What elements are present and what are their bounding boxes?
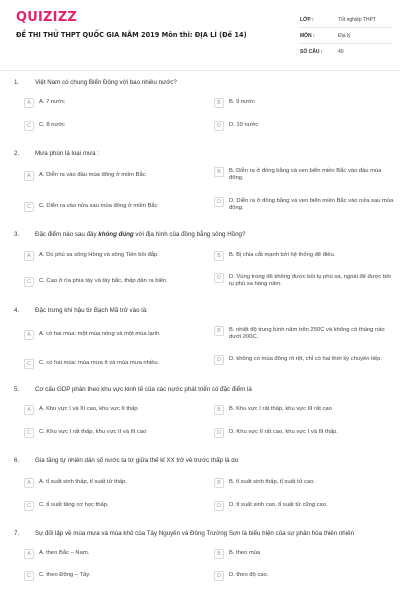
option-d[interactable] (214, 501, 394, 511)
option-text: D. 10 nước (229, 122, 259, 128)
option-text: A. Do phù sa sông Hồng và sông Tiền bồi đắp. (39, 252, 159, 258)
meta-label: LỚP : (300, 16, 314, 23)
option-letter-box: B (214, 405, 224, 415)
option-text: C. Khu vực I rất thấp, khu vực II và III cao (39, 429, 147, 435)
option-d[interactable] (214, 121, 394, 131)
option-d[interactable] (214, 428, 394, 438)
option-c[interactable] (24, 501, 210, 511)
question-text: Gia tăng tự nhiên dân số nước ta từ giữa thế kỉ XX trở về trước thấp là do (35, 457, 239, 464)
option-text: B. Khu vực I rất thấp, khu vực III rất cao (229, 406, 332, 412)
option-letter-box: B (214, 98, 224, 108)
option-b[interactable] (214, 478, 394, 488)
option-letter-box: D (214, 197, 224, 207)
exam-meta-table (300, 12, 392, 60)
meta-value: 40 (338, 49, 344, 55)
question-text: Mưa phùn là loại mưa : (35, 150, 100, 157)
option-text: D. Diễn ra ở đồng bằng và ven biển miền Bắc vào nửa sau mùa đông. (229, 198, 394, 212)
question-text: Cơ cấu GDP phân theo khu vực kinh tế của các nước phát triển có đặc điểm là (35, 386, 252, 393)
option-text: D. tỉ suất sinh cao, tỉ suất tử cũng cao. (229, 502, 328, 508)
option-letter-box: C (24, 277, 34, 287)
option-a[interactable] (24, 98, 210, 108)
question-number: 1. (14, 79, 20, 86)
question-text: Đặc trưng khí hậu từ Bạch Mã trở vào là: (35, 307, 148, 314)
option-text: A. tỉ suất sinh thấp, tỉ suất tử thấp. (39, 479, 127, 485)
option-text: C. 8 nước (39, 122, 66, 128)
option-text: C. theo Đông – Tây. (39, 572, 91, 578)
option-b[interactable] (214, 549, 394, 559)
option-a[interactable] (24, 405, 210, 415)
option-c[interactable] (24, 359, 210, 369)
option-d[interactable] (214, 355, 394, 365)
option-text: C. Diễn ra vào nửa sau mùa đông ở miền Bắc (39, 203, 158, 209)
worksheet-header (0, 0, 400, 62)
option-letter-box: C (24, 501, 34, 511)
option-letter-box: C (24, 359, 34, 369)
option-letter-box: A (24, 549, 34, 559)
option-letter-box: D (214, 355, 224, 365)
option-text: D. không có mùa đông rõ rệt, chỉ có hai thời kỳ chuyển tiếp. (229, 356, 382, 362)
option-text: C. có hai mùa: mùa mưa ít và mùa mưa nhiều. (39, 360, 160, 366)
option-a[interactable] (24, 330, 210, 340)
meta-row-subject (300, 28, 392, 44)
header-divider (0, 70, 400, 71)
option-text: A. theo Bắc – Nam. (39, 550, 90, 556)
option-c[interactable] (24, 571, 210, 581)
option-a[interactable] (24, 549, 210, 559)
option-text: B. Diễn ra ở đồng bằng và ven biển miền Bắc vào đầu mùa đông. (229, 168, 382, 182)
option-letter-box: A (24, 251, 34, 261)
option-b[interactable] (214, 326, 394, 341)
meta-value: Tốt nghiệp THPT (338, 16, 376, 23)
option-text: C. Cao ở rìa phía tây và tây bắc, thấp dần ra biển. (39, 278, 168, 284)
option-letter-box: B (214, 326, 224, 336)
option-letter-box: D (214, 121, 224, 131)
option-letter-box: D (214, 273, 224, 283)
option-text: D. theo độ cao. (229, 572, 269, 578)
question-number: 3. (14, 231, 20, 238)
question-emphasis: không đúng (98, 231, 134, 238)
option-letter-box: A (24, 405, 34, 415)
option-text: A. Diễn ra vào đầu mùa đông ở miền Bắc (39, 172, 146, 178)
option-c[interactable] (24, 428, 210, 438)
option-text: B. tỉ suất sinh thấp, tỉ suất tử cao. (229, 479, 316, 485)
option-text: A. 7 nước (39, 99, 65, 105)
option-text: B. Bị chia cắt mạnh bởi hệ thống đê điều. (229, 252, 336, 258)
option-b[interactable] (214, 251, 394, 261)
option-text: B. theo mùa (229, 550, 261, 556)
question-text-part: với địa hình của đồng bằng sông Hồng? (133, 231, 246, 238)
meta-label: SỐ CÂU : (300, 49, 323, 55)
option-letter-box: A (24, 98, 34, 108)
option-text: D. Vùng trong đê không được bồi tụ phù sa, ngoài đê được bồi tụ phù sa hàng năm. (229, 274, 391, 288)
option-c[interactable] (24, 277, 210, 287)
option-text: C. tỉ suất tăng cơ học thấp. (39, 502, 109, 508)
option-letter-box: C (24, 428, 34, 438)
option-letter-box: C (24, 571, 34, 581)
option-text: A. có hai mùa: một mùa nóng và một mùa lạnh. (39, 331, 161, 337)
option-d[interactable] (214, 571, 394, 581)
option-letter-box: B (214, 478, 224, 488)
question-text: Việt Nam có chung Biển Đông với bao nhiêu nước? (35, 79, 177, 86)
question-text: Sự đối lập về mùa mưa và mùa khô của Tây Nguyên và Đông Trường Sơn là biểu hiện của sự phân hóa thiên nhiên (35, 530, 355, 537)
meta-label: MÔN : (300, 32, 315, 39)
option-letter-box: B (214, 251, 224, 261)
option-a[interactable] (24, 171, 210, 181)
option-text: B. nhiệt độ trung bình năm trên 250C và không có tháng nào dưới 200C. (229, 327, 385, 341)
option-d[interactable] (214, 197, 394, 212)
meta-row-question-count (300, 44, 392, 60)
option-letter-box: A (24, 171, 34, 181)
question-number: 7. (14, 530, 20, 537)
option-c[interactable] (24, 121, 210, 131)
option-letter-box: D (214, 571, 224, 581)
option-letter-box: C (24, 202, 34, 212)
option-text: D. Khu vực II rất cao, khu vực I và III thấp. (229, 429, 338, 435)
meta-value: Địa lý (338, 32, 351, 39)
option-b[interactable] (214, 98, 394, 108)
question-text (35, 231, 390, 238)
option-d[interactable] (214, 273, 394, 288)
meta-row-class (300, 12, 392, 28)
option-letter-box: B (214, 167, 224, 177)
option-c[interactable] (24, 202, 210, 212)
option-text: A. Khu vực I và III cao, khu vực II thấp (39, 406, 138, 412)
option-b[interactable] (214, 167, 394, 182)
quizizz-logo: QUIZIZZ (16, 10, 77, 25)
option-letter-box: D (214, 428, 224, 438)
question-number: 2. (14, 150, 20, 157)
option-letter-box: A (24, 330, 34, 340)
question-number: 5. (14, 386, 20, 393)
exam-title: ĐỀ THI THỬ THPT QUỐC GIA NĂM 2019 Môn thi: ĐỊA LÍ (Đề 14) (16, 31, 247, 39)
option-b[interactable] (214, 405, 394, 415)
option-letter-box: A (24, 478, 34, 488)
option-a[interactable] (24, 251, 210, 261)
option-text: B. 9 nước (229, 99, 255, 105)
question-text-part: Đặc điểm nào sau đây (35, 231, 99, 238)
question-number: 6. (14, 457, 20, 464)
option-letter-box: B (214, 549, 224, 559)
option-letter-box: D (214, 501, 224, 511)
option-a[interactable] (24, 478, 210, 488)
option-letter-box: C (24, 121, 34, 131)
question-number: 4. (14, 307, 20, 314)
